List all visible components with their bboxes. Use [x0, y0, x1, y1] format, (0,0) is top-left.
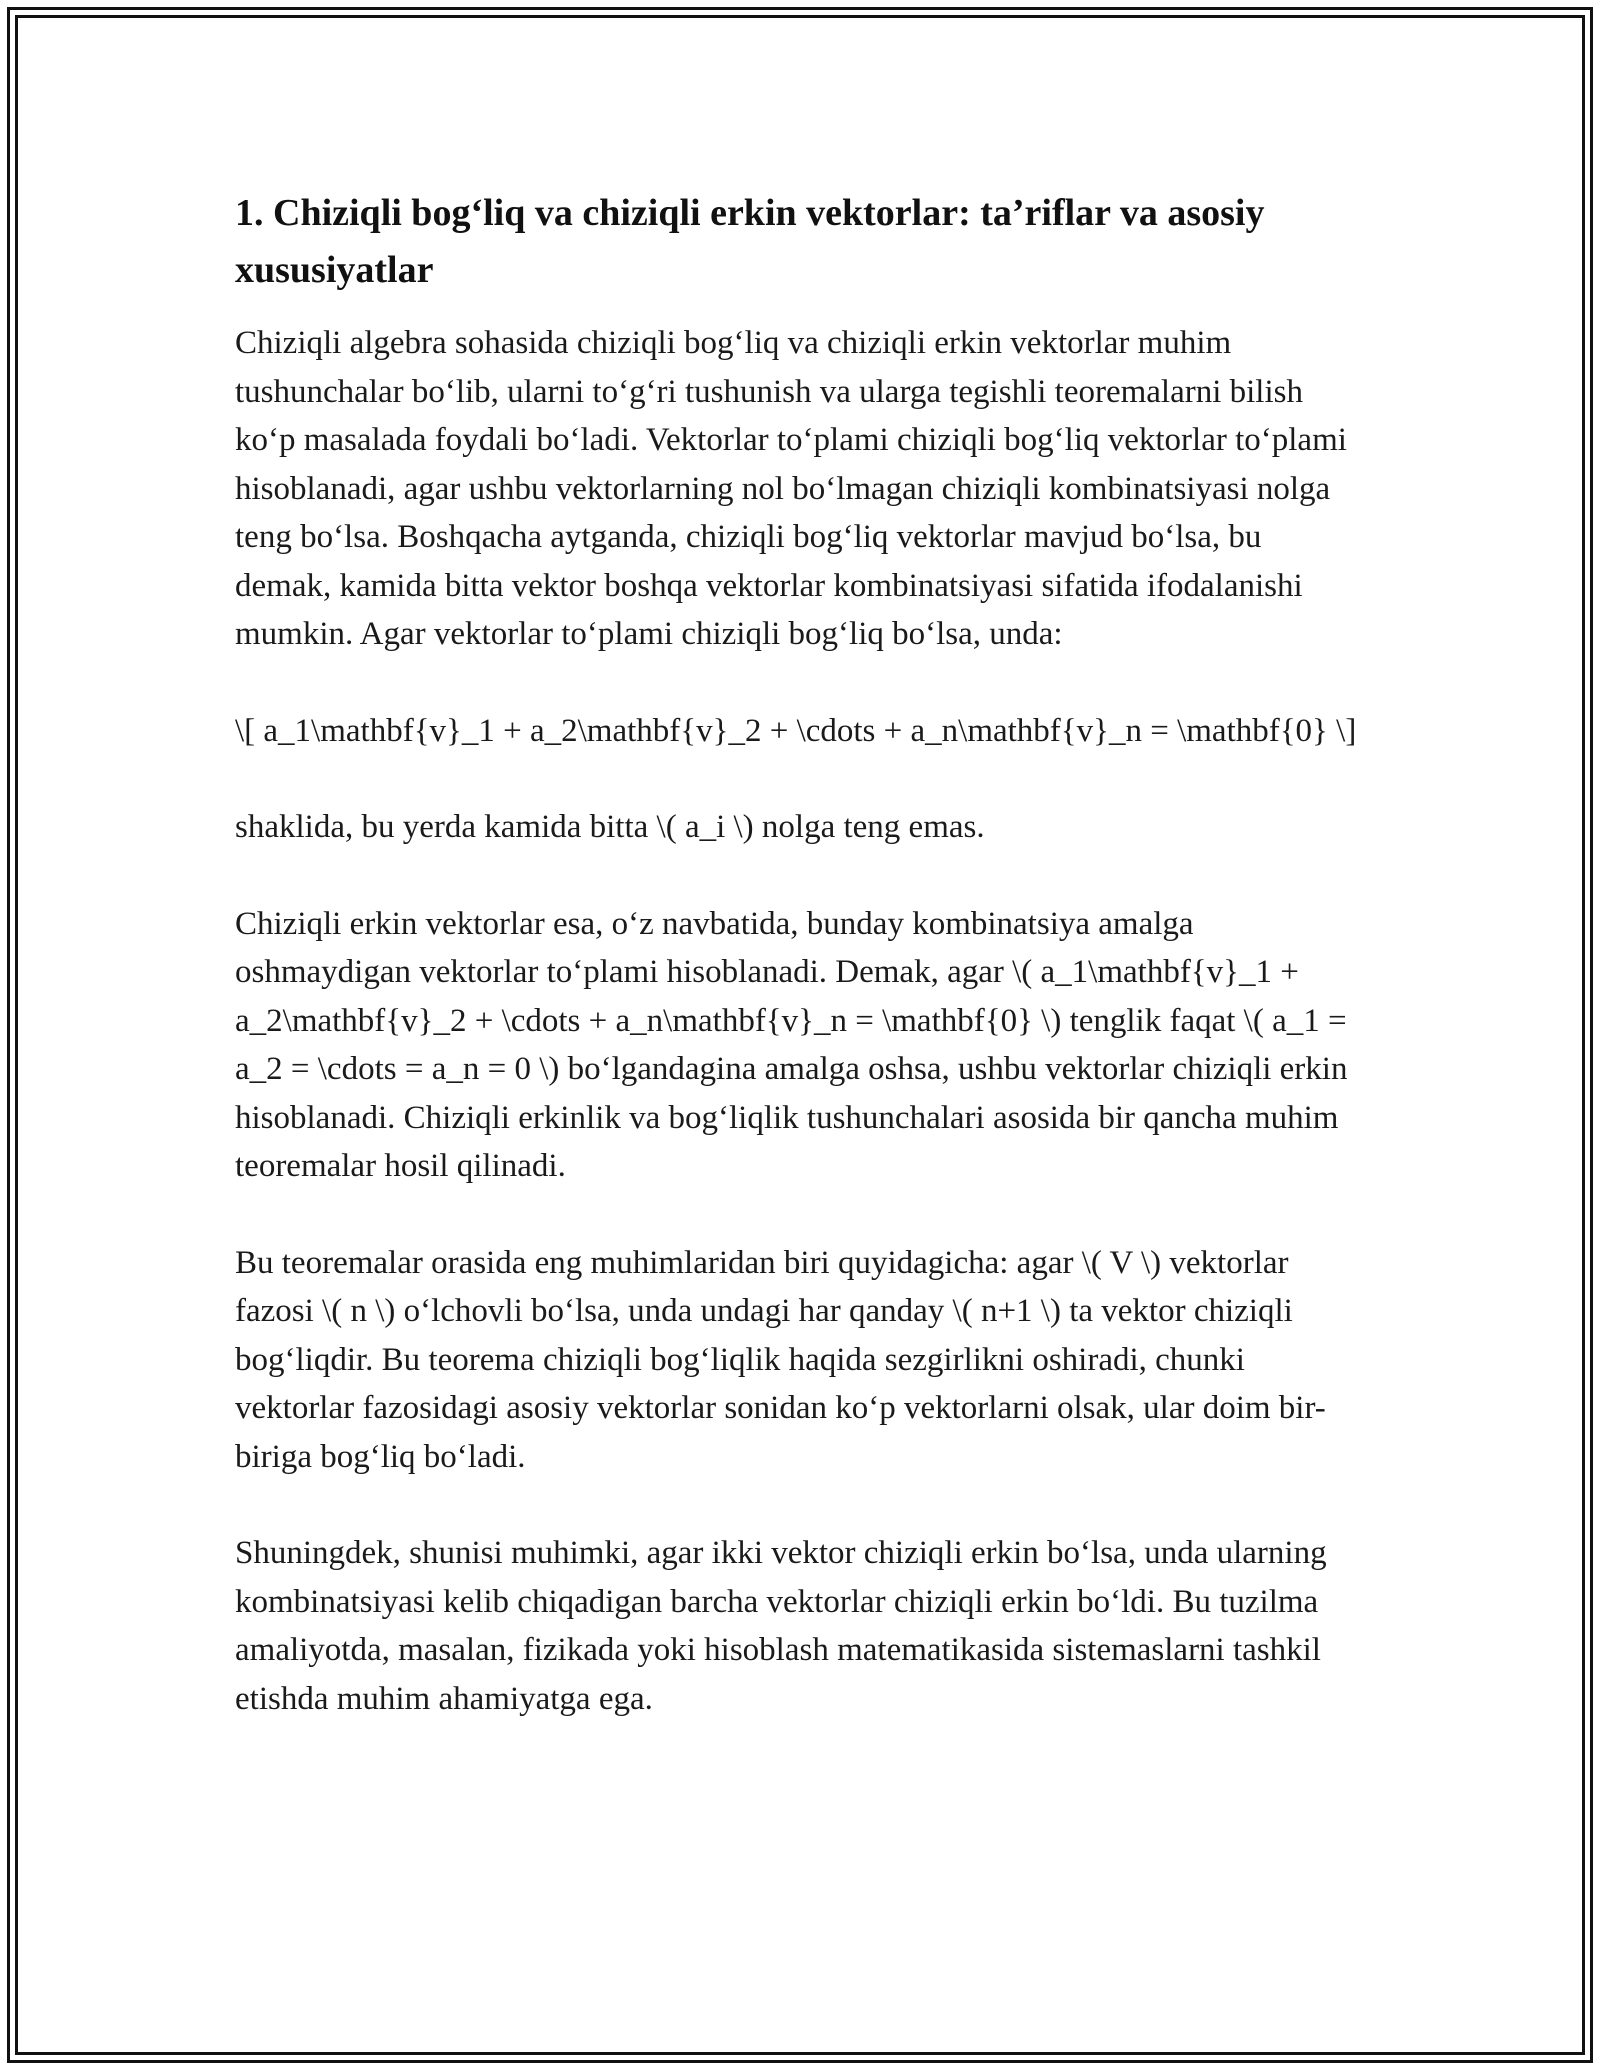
paragraph-formula: \[ a_1\mathbf{v}_1 + a_2\mathbf{v}_2 + \cdots + a_n\mathbf{v}_n = \mathbf{0} \]: [235, 712, 1357, 749]
paragraph-formula-note: shaklida, bu yerda kamida bitta \( a_i \) nolga teng emas.: [235, 809, 985, 845]
paragraph-intro: Chiziqli algebra sohasida chiziqli bog‘liq va chiziqli erkin vektorlar muhim tushunchalar bo‘lib, ularni to‘g‘ri tushunish va ularga tegishli teoremalarni bilish ko‘p masalada foydali bo‘ladi. Vektorlar to‘plami chiziqli bog‘liq vektorlar to‘plami hisoblanadi, agar ushbu vektorlarning nol bo‘lmagan chiziqli kombinatsiyasi nolga teng bo‘lsa. Boshqacha aytganda, chiziqli bog‘liq vektorlar mavjud bo‘lsa, bu demak, kamida bitta vektor boshqa vektorlar kombinatsiyasi sifatida ifodalanishi mumkin. Agar vektorlar to‘plami chiziqli bog‘liq bo‘lsa, unda:: [235, 325, 1347, 652]
paragraph-theorem: Bu teoremalar orasida eng muhimlaridan biri quyidagicha: agar \( V \) vektorlar fazosi \( n \) o‘lchovli bo‘lsa, unda undagi har qanday \( n+1 \) ta vektor chiziqli bog‘liqdir. Bu teorema chiziqli bog‘liqlik haqida sezgirlikni oshiradi, chunki vektorlar fazosidagi asosiy vektorlar sonidan ko‘p vektorlarni olsak, ular doim bir-biriga bog‘liq bo‘ladi.: [235, 1244, 1326, 1475]
paragraph-independent-vectors: Chiziqli erkin vektorlar esa, o‘z navbatida, bunday kombinatsiya amalga oshmaydigan vektorlar to‘plami hisoblanadi. Demak, agar \( a_1\mathbf{v}_1 + a_2\mathbf{v}_2 + \cdots + a_n\mathbf{v}_n = \mathbf{0} \) tenglik faqat \( a_1 = a_2 = \cdots = a_n = 0 \) bo‘lgandagina amalga oshsa, ushbu vektorlar chiziqli erkin hisoblanadi. Chiziqli erkinlik va bog‘liqlik tushunchalari asosida bir qancha muhim teoremalar hosil qilinadi.: [235, 905, 1348, 1184]
section-heading: 1. Chiziqli bog‘liq va chiziqli erkin vektorlar: ta’riflar va asosiy xususiyatlar: [235, 192, 1265, 291]
paragraph-conclusion: Shuningdek, shunisi muhimki, agar ikki vektor chiziqli erkin bo‘lsa, unda ularning kombinatsiyasi kelib chiqadigan barcha vektorlar chiziqli erkin bo‘ldi. Bu tuzilma amaliyotda, masalan, fizikada yoki hisoblash matematikasida sistemaslarni tashkil etishda muhim ahamiyatga ega.: [235, 1535, 1327, 1717]
document-body: [235, 185, 1365, 1723]
